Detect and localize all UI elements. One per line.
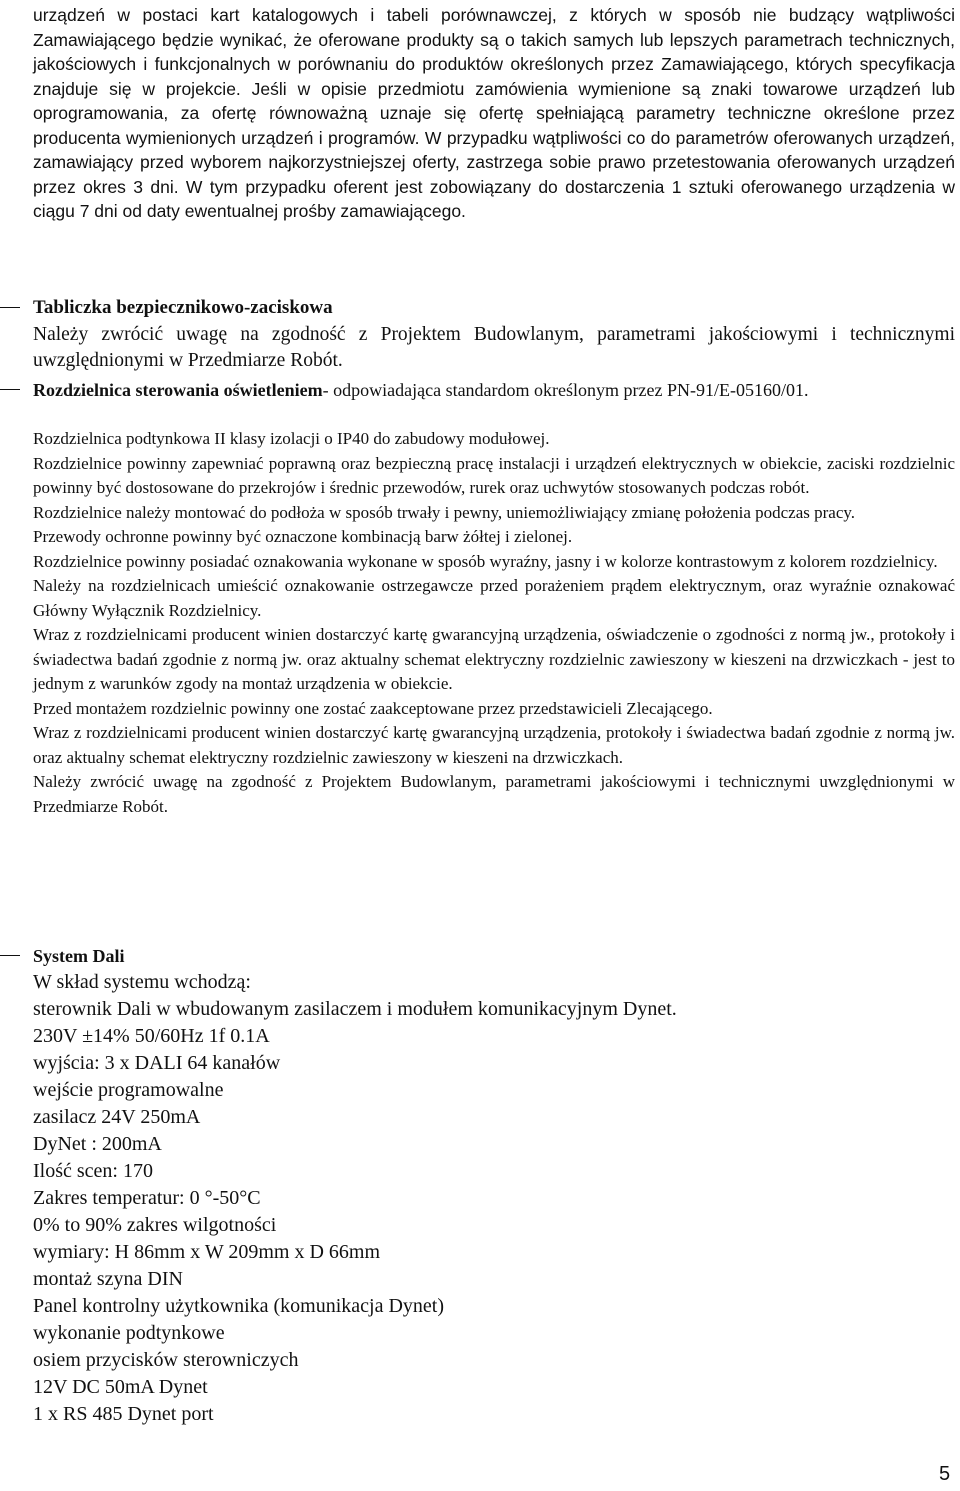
dali-line: Panel kontrolny użytkownika (komunikacja Dynet)	[33, 1295, 445, 1317]
rozdzielnica-body	[33, 427, 955, 819]
rozdzielnica-paragraph: Należy zwrócić uwagę na zgodność z Projektem Budowlanym, parametrami jakościowymi i technicznymi uwzględnionymi w Przedmiarze Robót.	[33, 772, 955, 816]
dali-line: Zakres temperatur: 0 °-50°C	[33, 1187, 261, 1209]
dali-line: DyNet : 200mA	[33, 1133, 162, 1155]
rozdzielnica-paragraph: Rozdzielnica podtynkowa II klasy izolacji o IP40 do zabudowy modułowej.	[33, 429, 550, 448]
dali-line: wykonanie podtynkowe	[33, 1322, 225, 1344]
dali-line: sterownik Dali w wbudowanym zasilaczem i modułem komunikacyjnym Dynet.	[33, 998, 677, 1020]
rozdzielnica-paragraph: Rozdzielnice powinny posiadać oznakowania wykonane w sposób wyraźny, jasny i w kolorze kontrastowym z kolorem rozdzielnicy.	[33, 551, 938, 571]
tabliczka-paragraph: Należy zwrócić uwagę na zgodność z Projektem Budowlanym, parametrami jakościowymi i technicznymi uwzględnionymi w Przedmiarze Robót.	[33, 324, 955, 371]
page-number: 5	[939, 1463, 951, 1485]
dali-line: osiem przycisków sterowniczych	[33, 1349, 299, 1371]
rozdzielnica-paragraph: Wraz z rozdzielnicami producent winien dostarczyć kartę gwarancyjną urządzenia, oświadczenie o zgodności z normą jw., protokoły i świadectwa badań zgodnie z normą jw. oraz aktualny schemat elektryczny rozdzielnic zawieszony w kieszeni na drzwiczkach - jest to jednym z warunków zgody na montaż urządzenia w obiekcie.	[33, 625, 955, 693]
dali-line: 230V ±14% 50/60Hz 1f 0.1A	[33, 1025, 270, 1047]
dash-bullet-icon	[0, 389, 20, 390]
intro-paragraph: urządzeń w postaci kart katalogowych i tabeli porównawczej, z których w sposób nie budzący wątpliwości Zamawiającego będzie wynikać, że oferowane produkty są o takich samych lub lepszych parametrach technicznych, jakościowych i funkcjonalnych w porównaniu do produktów określonych przez Zamawiającego, których specyfikacja znajduje się w projekcie. Jeśli w opisie przedmiotu zamówienia wymienione są znaki towarowe urządzeń lub oprogramowania, za ofertę równoważną uznaje się ofertę spełniającą parametry techniczne określone przez producenta wymienionych urządzeń i programów. W przypadku wątpliwości co do parametrów oferowanych urządzeń, zamawiający przed wyborem najkorzystniejszej oferty, zastrzega sobie prawo przetestowania oferowanych urządzeń przez okres 3 dni. W tym przypadku oferent jest zobowiązany do dostarczenia 1 sztuki oferowanego urządzenia w ciągu 7 dni od daty ewentualnej prośby zamawiającego.	[33, 5, 955, 221]
dali-line: 0% to 90% zakres wilgotności	[33, 1214, 277, 1236]
dali-line: 12V DC 50mA Dynet	[33, 1376, 208, 1398]
dali-line: zasilacz 24V 250mA	[33, 1106, 201, 1128]
dali-line: 1 x RS 485 Dynet port	[33, 1403, 214, 1425]
dali-list	[33, 969, 955, 1428]
section-heading-dali: System Dali	[33, 946, 125, 966]
rozdzielnica-paragraph: Rozdzielnice powinny zapewniać poprawną oraz bezpieczną pracę instalacji i urządzeń elektrycznych w obiekcie, zaciski rozdzielnic powinny być dostosowane do przekrojów i średnic przewodów, rurek oraz uchwytów stosowanych podczas robót.	[33, 453, 955, 497]
rozdzielnica-paragraph: Rozdzielnice należy montować do podłoża w sposób trwały i pewny, uniemożliwiający zmianę położenia podczas pracy.	[33, 502, 856, 522]
dali-line: wejście programowalne	[33, 1079, 224, 1101]
dali-line: wyjścia: 3 x DALI 64 kanałów	[33, 1052, 281, 1074]
rozdzielnica-heading-suffix: - odpowiadająca standardom określonym przez PN-91/E-05160/01.	[322, 380, 809, 400]
section-heading-tabliczka: Tabliczka bezpiecznikowo-zaciskowa	[33, 297, 333, 318]
rozdzielnica-paragraph: Należy na rozdzielnicach umieścić oznakowanie ostrzegawcze przed porażeniem prądem elektrycznym, oraz wyraźnie oznakować Główny Wyłącznik Rozdzielnicy.	[33, 576, 955, 620]
dash-bullet-icon	[0, 307, 20, 308]
dali-line: montaż szyna DIN	[33, 1268, 183, 1290]
rozdzielnica-paragraph: Przed montażem rozdzielnic powinny one zostać zaakceptowane przez przedstawicieli Zlecającego.	[33, 698, 713, 718]
dali-line: W skład systemu wchodzą:	[33, 971, 251, 993]
dali-line: wymiary: H 86mm x W 209mm x D 66mm	[33, 1241, 381, 1263]
rozdzielnica-paragraph: Przewody ochronne powinny być oznaczone kombinacją barw żółtej i zielonej.	[33, 527, 573, 546]
rozdzielnica-paragraph: Wraz z rozdzielnicami producent winien dostarczyć kartę gwarancyjną urządzenia, protokoły i świadectwa badań zgodnie z normą jw. oraz aktualny schemat elektryczny rozdzielnic zawieszony w kieszeni na drzwiczkach.	[33, 723, 955, 767]
section-heading-rozdzielnica	[33, 378, 955, 403]
dali-line: Ilość scen: 170	[33, 1160, 153, 1182]
rozdzielnica-heading-bold: Rozdzielnica sterowania oświetleniem	[33, 380, 323, 400]
dash-bullet-icon	[0, 955, 20, 956]
